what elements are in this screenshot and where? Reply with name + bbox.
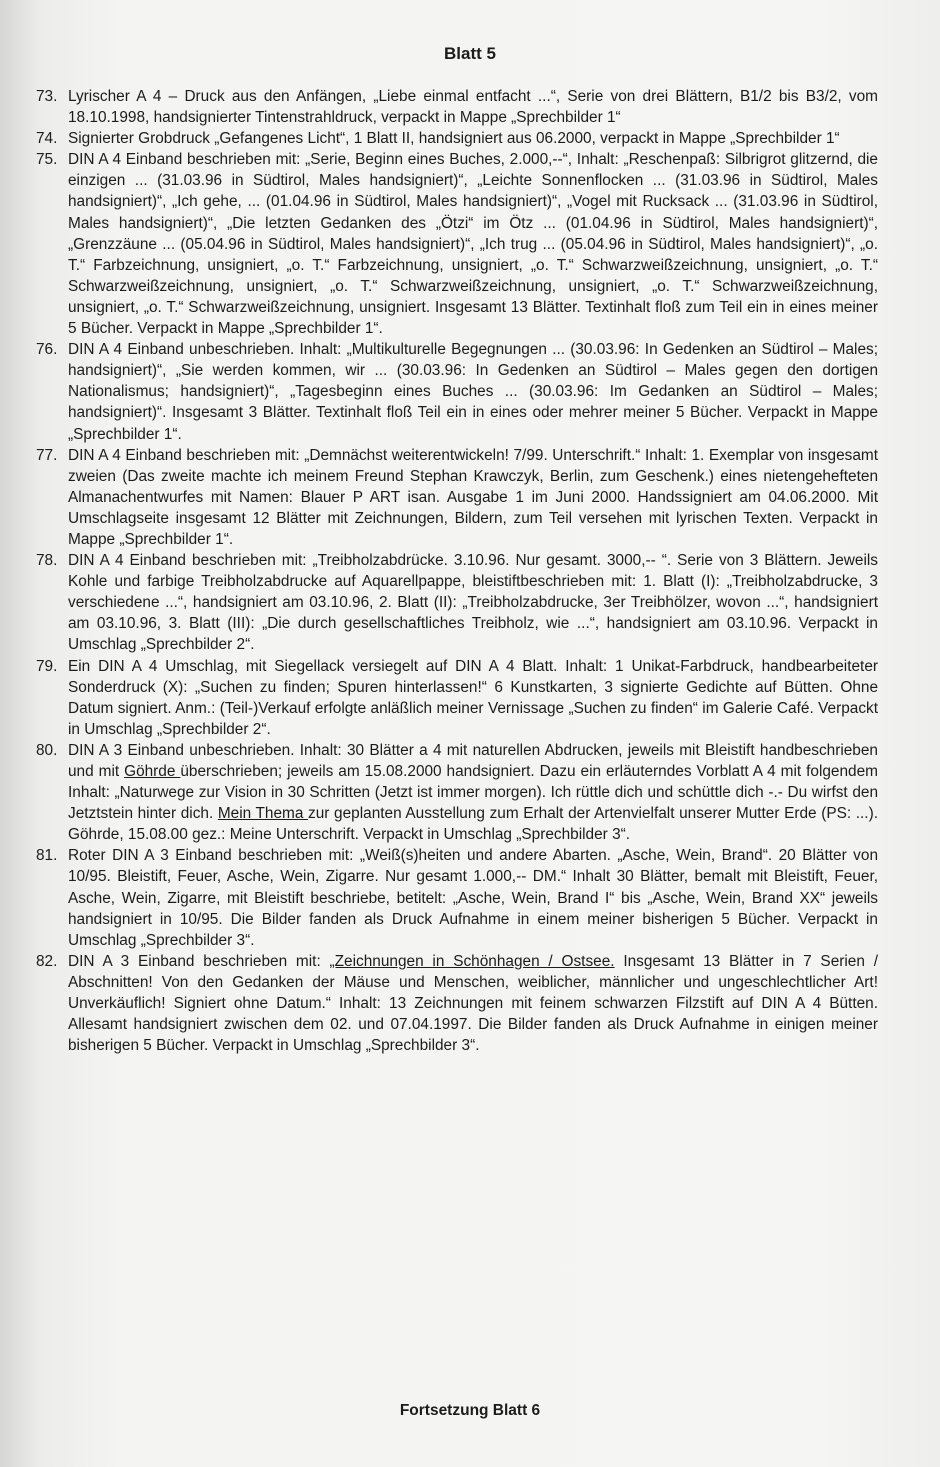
list-item <box>36 339 878 444</box>
list-item <box>36 845 878 950</box>
underlined-text: „Zeichnungen in Schönhagen / Ostsee. <box>329 952 615 970</box>
entry-text: Signierter Grobdruck „Gefangenes Licht“, 1 Blatt II, handsigniert aus 06.2000, verpackt in Mappe „Sprechbilder 1“ <box>68 130 840 148</box>
list-item <box>36 550 878 655</box>
list-item <box>36 86 878 128</box>
list-item <box>36 128 878 149</box>
entry-number: 75. <box>36 151 58 169</box>
entry-number: 78. <box>36 552 58 570</box>
page-title: Blatt 5 <box>444 44 496 63</box>
entry-list <box>36 86 878 1056</box>
entry-text: Roter DIN A 3 Einband beschrieben mit: „Weiß(s)heiten und andere Abarten. „Asche, Wein, Brand“. 20 Blätter von 10/95. Bleistift, Feuer, Asche, Wein, Zigarre. Nur gesamt 1.000,-- DM.“ Inhalt 30 Blätter, bemalt mit Bleistift, Feuer, Asche, Wein, Zigarre, mit Bleistift beschriebe, betitelt: „Asche, Wein, Brand I“ bis „Asche, Wein, Brand XX“ jeweils handsigniert in 10/95. Die Bilder fanden als Druck Aufnahme in einem meiner bisherigen 5 Bücher. Verpackt in Umschlag „Sprechbilder 3“. <box>68 847 878 949</box>
entry-text: zur geplanten Ausstellung zum Erhalt der Artenvielfalt unserer Mutter Erde (PS: ...). Göhrde, 15.08.00 gez.: Meine Unterschrift. Verpackt in Umschlag „Sprechbilder 3“. <box>68 805 878 844</box>
entry-number: 80. <box>36 741 58 759</box>
entry-text: überschrieben; jeweils am 15.08.2000 handsigniert. Dazu ein erläuterndes Vorblatt A 4 mit folgendem Inhalt: „Naturwege zur Vision in 30 Schritten (Jetzt ist immer morgen). Ich rüttle dich und schüttle dich -.- Du wirfst den Jetztstein hinter dich. <box>68 763 878 823</box>
page-footer: Fortsetzung Blatt 6 <box>399 1402 541 1419</box>
entry-text: Insgesamt 13 Blätter in 7 Serien / Abschnitten! Von den Gedanken der Mäuse und Menschen, weiblicher, männlicher und ungeschlechtlicher Art! Unverkäuflich! Signiert ohne Datum.“ Inhalt: 13 Zeichnungen mit feinem schwarzen Filzstift auf DIN A 4 Bütten. Allesamt handsigniert zwischen dem 02. und 07.04.1997. Die Bilder fanden als Druck Aufnahme in einigen meiner bisherigen 5 Bücher. Verpackt in Umschlag „Sprechbilder 3“. <box>68 952 878 1055</box>
entry-text: DIN A 4 Einband beschrieben mit: „Treibholzabdrücke. 3.10.96. Nur gesamt. 3000,-- “. Serie von 3 Blättern. Jeweils Kohle und farbige Treibholzabdrucke auf Aquarellpappe, bleistiftbeschrieben mit: 1. Blatt (I): „Treibholzabdrucke, 3 verschiedene ...“, handsigniert am 03.10.96, 2. Blatt (II): „Treibholzabdrucke, 3er Treibhölzer, wovon ...“, handsigniert am 03.10.96, 3. Blatt (III): „Die durch gesellschaftliches Treibholz, wie ...“, handsigniert am 03.10.96. Verpackt in Umschlag „Sprechbilder 2“. <box>68 552 878 654</box>
list-item <box>36 951 878 1056</box>
entry-text: DIN A 4 Einband unbeschrieben. Inhalt: „Multikulturelle Begegnungen ... (30.03.96: In Gedenken an Südtirol – Males; handsigniert)“, „Sie werden kommen, wir ... (30.03.96: In Gedenken an Südtirol – Males gegen den dortigen Nationalismus; handsigniert)“, „Tagesbeginn eines Buches ... (30.03.96: Im Gedanken an Südtirol – Males; handsigniert)“. Insgesamt 3 Blätter. Textinhalt floß Teil ein in eines oder mehrer meiner 5 Bücher. Verpackt in Mappe „Sprechbilder 1“. <box>68 341 878 443</box>
entry-number: 82. <box>36 952 58 970</box>
entry-number: 77. <box>36 446 58 464</box>
underlined-text: Mein Thema <box>217 805 309 823</box>
list-item <box>36 740 878 845</box>
entry-number: 73. <box>36 88 58 105</box>
entry-number: 81. <box>36 847 58 865</box>
underlined-text: Göhrde <box>124 763 181 780</box>
entry-text: Lyrischer A 4 – Druck aus den Anfängen, „Liebe einmal entfacht ...“, Serie von drei Blättern, B1/2 bis B3/2, vom 18.10.1998, handsignierter Tintenstrahldruck, verpackt in Mappe „Sprechbilder 1“ <box>68 88 878 127</box>
entry-text: DIN A 3 Einband unbeschrieben. Inhalt: 30 Blätter a 4 mit naturellen Abdrucken, jeweils mit Bleistift handbeschrieben und mit <box>68 741 878 780</box>
entry-number: 74. <box>36 130 58 148</box>
entry-text: DIN A 4 Einband beschrieben mit: „Demnächst weiterentwickeln! 7/99. Unterschrift.“ Inhalt: 1. Exemplar von insgesamt zweien (Das zweite machte ich meinem Freund Stephan Krawczyk, Berlin, zum Geschenk.) eines nietengehefteten Almanachentwurfes mit Namen: Blauer P ART isan. Ausgabe 1 im Juni 2000. Handssigniert am 04.06.2000. Mit Umschlagseite insgesamt 12 Blätter mit Zeichnungen, Bildern, zum Teil versehen mit lyrischen Texten. Verpackt in Mappe „Sprechbilder 1“. <box>68 446 878 548</box>
list-item <box>36 149 878 339</box>
list-item <box>36 445 878 550</box>
entry-number: 79. <box>36 657 58 675</box>
entry-text: Ein DIN A 4 Umschlag, mit Siegellack versiegelt auf DIN A 4 Blatt. Inhalt: 1 Unikat-Farbdruck, handbearbeiteter Sonderdruck (X): „Suchen zu finden; Spuren hinterlassen!“ 6 Kunstkarten, 3 signierte Gedichte auf Bütten. Ohne Datum signiert. Anm.: (Teil-)Verkauf erfolgte anläßlich meiner Vernissage „Suchen zu finden“ im Galerie Café. Verpackt in Umschlag „Sprechbilder 2“. <box>68 657 878 738</box>
list-item <box>36 656 878 740</box>
entry-text: DIN A 3 Einband beschrieben mit: <box>68 952 330 970</box>
entry-number: 76. <box>36 341 58 359</box>
entry-text: DIN A 4 Einband beschrieben mit: „Serie, Beginn eines Buches, 2.000,--“, Inhalt: „Reschenpaß: Silbrigrot glitzernd, die einzigen ... (31.03.96 in Südtirol, Males handsigniert)“, „Leichte Sonnenflocken ... (31.03.96 in Südtirol, Males handsigniert)“, „Ich gehe, ... (01.04.96 in Südtirol, Males handsigniert)“, „Vogel mit Rucksack ... (31.03.96 in Südtirol, Males handsigniert)“, „Die letzten Gedanken des „Ötzi“ im Ötz ... (01.04.96 in Südtirol, Males handsigniert)“, „Grenzzäune ... (05.04.96 in Südtirol, Males handsigniert)“, „Ich trug ... (05.04.96 in Südtirol, Males handsigniert)“, „o. T.“ Farbzeichnung, unsigniert, „o. T.“ Farbzeichnung, unsigniert, „o. T.“ Schwarzweißzeichnung, unsigniert, „o. T.“ Schwarzweißzeichnung, unsigniert, „o. T.“ Schwarzweißzeichnung, unsigniert, „o. T.“ Schwarzweißzeichnung, unsigniert, „o. T.“ Schwarzweißzeichnung, unsigniert. Insgesamt 13 Blätter. Textinhalt floß zum Teil ein in eines meiner 5 Bücher. Verpackt in Mappe „Sprechbilder 1“. <box>68 151 878 338</box>
